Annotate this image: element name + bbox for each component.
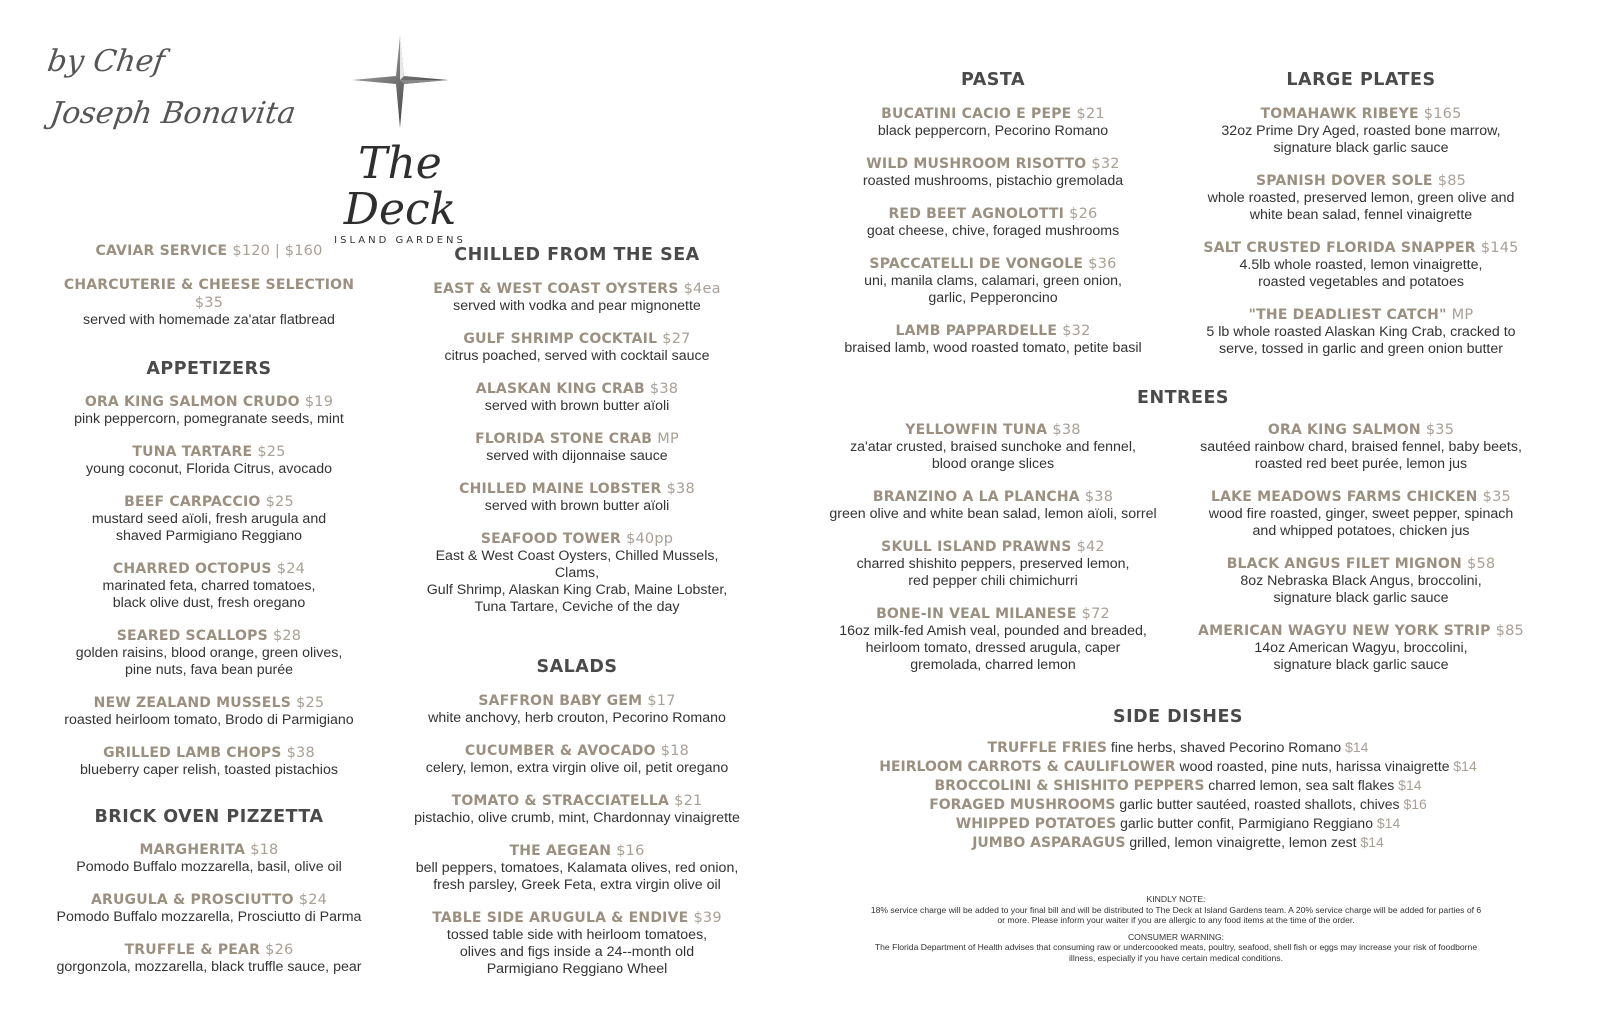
- logo-subtitle: ISLAND GARDENS: [334, 235, 466, 246]
- compass-star-icon: [352, 36, 448, 130]
- menu-item-description: sautéed rainbow chard, braised fennel, baby beets, roasted red beet purée, lemon jus: [1200, 439, 1522, 472]
- side-dish-item: [838, 814, 1518, 833]
- menu-item-price: $18: [250, 842, 279, 858]
- menu-item: [838, 322, 1148, 357]
- menu-item-price: $18: [660, 743, 690, 759]
- menu-item-title: [1196, 488, 1526, 506]
- menu-item-name: LAKE MEADOWS FARMS CHICKEN: [1211, 489, 1478, 505]
- menu-item: [48, 393, 370, 428]
- menu-item-description: roasted mushrooms, pistachio gremolada: [862, 173, 1124, 189]
- menu-item: [1196, 421, 1526, 473]
- menu-item: [48, 443, 370, 478]
- menu-item-title: [838, 105, 1148, 123]
- menu-item-description: pistachio, olive crumb, mint, Chardonnay vinaigrette: [414, 810, 740, 826]
- menu-item: [1196, 622, 1526, 674]
- signature-line-2: Joseph Bonavita: [47, 96, 298, 131]
- menu-item-title: [826, 488, 1160, 506]
- menu-item: [412, 742, 742, 777]
- menu-item-name: TUNA TARTARE: [132, 444, 253, 460]
- kindly-note-title: KINDLY NOTE:: [1146, 894, 1206, 904]
- menu-item: [48, 276, 370, 329]
- menu-item-price: $25: [257, 444, 286, 460]
- menu-item-description: gorgonzola, mozzarella, black truffle sauce, pear: [56, 959, 362, 975]
- menu-item-price: $39: [693, 910, 722, 926]
- menu-item: [1196, 306, 1526, 358]
- menu-item: [1196, 172, 1526, 224]
- menu-item-name: EAST & WEST COAST OYSTERS: [433, 281, 679, 297]
- menu-item-title: [412, 909, 742, 927]
- menu-item-description: 5 lb whole roasted Alaskan King Crab, cracked to serve, tossed in garlic and green onion butter: [1206, 324, 1516, 357]
- menu-item: [412, 792, 742, 827]
- menu-item-name: NEW ZEALAND MUSSELS: [93, 695, 291, 711]
- menu-item-name: WILD MUSHROOM RISOTTO: [866, 156, 1087, 172]
- menu-item-name: FLORIDA STONE CRAB: [475, 431, 653, 447]
- sea-list: [412, 280, 742, 616]
- menu-item-price: $40pp: [626, 531, 674, 547]
- menu-item-title: [412, 430, 742, 448]
- menu-item-title: [48, 841, 370, 859]
- side-dish-name: JUMBO ASPARAGUS: [972, 835, 1126, 851]
- menu-item: [412, 909, 742, 978]
- column-second: [412, 244, 742, 978]
- menu-item-price: $38: [666, 481, 695, 497]
- menu-item-name: TOMAHAWK RIBEYE: [1260, 106, 1419, 122]
- menu-item-price: $38: [1084, 489, 1114, 505]
- menu-item: [412, 842, 742, 894]
- heading-salads: SALADS: [536, 657, 618, 677]
- menu-item-name: GULF SHRIMP COCKTAIL: [463, 331, 658, 347]
- menu-item-price: $32: [1091, 156, 1120, 172]
- menu-item-description: served with dijonnaise sauce: [486, 448, 668, 464]
- menu-item-price: $145: [1480, 240, 1519, 256]
- menu-item-description: served with homemade za'atar flatbread: [83, 312, 335, 328]
- menu-item-name: TABLE SIDE ARUGULA & ENDIVE: [432, 910, 689, 926]
- menu-item-price: MP: [1451, 307, 1474, 323]
- side-dish-description: garlic butter confit, Parmigiano Reggiano: [1120, 815, 1373, 831]
- menu-item-description: goat cheese, chive, foraged mushrooms: [866, 223, 1120, 239]
- side-dish-description: garlic butter sautéed, roasted shallots, chives: [1119, 796, 1400, 812]
- side-dishes: [838, 706, 1518, 852]
- menu-item: [412, 530, 742, 616]
- side-dish-price: $14: [1398, 777, 1422, 793]
- menu-item-title: [412, 842, 742, 860]
- menu-item-title: [48, 694, 370, 712]
- kindly-note-text: 18% service charge will be added to your final bill and will be distributed to The Deck at Island Gardens team. A 20% service charge will be added for parties of 6 or more. Please inform your waiter if you are allergic to any food items at the time of the order.: [870, 904, 1482, 925]
- appetizers-list: [48, 393, 370, 779]
- menu-item-price: $17: [647, 693, 676, 709]
- menu-item-price: $26: [265, 942, 294, 958]
- menu-item-description: 16oz milk-fed Amish veal, pounded and breaded, heirloom tomato, dressed arugula, caper gremolada, charred lemon: [839, 623, 1147, 673]
- menu-item-title: [48, 941, 370, 959]
- consumer-warning-title: CONSUMER WARNING:: [1127, 931, 1225, 942]
- side-dish-description: charred lemon, sea salt flakes: [1208, 777, 1395, 793]
- heading-pizzetta: BRICK OVEN PIZZETTA: [94, 807, 324, 827]
- menu-item-name: BEEF CARPACCIO: [124, 494, 261, 510]
- menu-item: [838, 105, 1148, 140]
- menu-item-description: white anchovy, herb crouton, Pecorino Romano: [428, 710, 726, 726]
- restaurant-logo: [300, 36, 500, 246]
- entrees-right: [1196, 421, 1526, 674]
- menu-item-name: SPANISH DOVER SOLE: [1255, 173, 1433, 189]
- heading-pasta: PASTA: [961, 70, 1025, 90]
- menu-item: [48, 744, 370, 779]
- menu-item-name: CUCUMBER & AVOCADO: [464, 743, 656, 759]
- menu-item: [412, 330, 742, 365]
- side-dish-description: grilled, lemon vinaigrette, lemon zest: [1129, 834, 1357, 850]
- menu-item: [48, 941, 370, 976]
- menu-item-name: CAVIAR SERVICE: [95, 243, 228, 259]
- heading-appetizers: APPETIZERS: [146, 359, 272, 379]
- menu-item-name: RED BEET AGNOLOTTI: [888, 206, 1065, 222]
- side-dish-name: BROCCOLINI & SHISHITO PEPPERS: [934, 778, 1205, 794]
- side-dish-price: $14: [1360, 834, 1384, 850]
- menu-item-name: SKULL ISLAND PRAWNS: [881, 539, 1072, 555]
- menu-item-price: $38: [649, 381, 679, 397]
- menu-item: [826, 488, 1160, 523]
- menu-item-description: green olive and white bean salad, lemon aïoli, sorrel: [829, 506, 1157, 522]
- menu-item-name: ALASKAN KING CRAB: [475, 381, 645, 397]
- menu-item-price: $16: [616, 843, 645, 859]
- menu-item: [412, 480, 742, 515]
- menu-item-title: [412, 530, 742, 548]
- menu-item-price: $25: [265, 494, 294, 510]
- pasta-list: [838, 105, 1148, 357]
- side-dish-description: fine herbs, shaved Pecorino Romano: [1110, 739, 1342, 755]
- menu-item-price: $24: [276, 561, 306, 577]
- menu-item-price: $28: [272, 628, 302, 644]
- menu-item-title: [838, 205, 1148, 223]
- menu-item-price: $165: [1423, 106, 1462, 122]
- menu-item-name: BRANZINO A LA PLANCHA: [872, 489, 1080, 505]
- menu-item: [48, 891, 370, 926]
- menu-item-title: [1196, 105, 1526, 123]
- menu-item-name: THE AEGEAN: [509, 843, 612, 859]
- menu-item-description: pink peppercorn, pomegranate seeds, mint: [74, 411, 344, 427]
- menu-item-description: mustard seed aïoli, fresh arugula and shaved Parmigiano Reggiano: [91, 511, 327, 544]
- menu-item-title: [838, 155, 1148, 173]
- menu-item-name: BUCATINI CACIO E PEPE: [881, 106, 1072, 122]
- menu-item-price: $25: [296, 695, 325, 711]
- menu-item-description: 32oz Prime Dry Aged, roasted bone marrow, signature black garlic sauce: [1221, 123, 1501, 156]
- menu-item-name: CHARRED OCTOPUS: [112, 561, 272, 577]
- entrees-left: [826, 421, 1160, 674]
- column-large-plates: [1196, 69, 1526, 358]
- menu-item-description: golden raisins, blood orange, green olives, pine nuts, fava bean purée: [75, 645, 343, 678]
- menu-item-description: roasted heirloom tomato, Brodo di Parmigiano: [64, 712, 354, 728]
- menu-item-title: [412, 480, 742, 498]
- menu-item: [412, 430, 742, 465]
- menu-item-title: [1196, 421, 1526, 439]
- menu-item-title: [48, 891, 370, 909]
- consumer-warning-text: The Florida Department of Health advises that consuming raw or undercoooked meats, poultry, seafood, shell fish or eggs may increase your risk of foodborne illness, especially if you have certain medical conditions.: [874, 942, 1478, 963]
- entrees-heading-wrap: [838, 387, 1528, 409]
- menu-item-name: CHARCUTERIE & CHEESE SELECTION: [63, 277, 355, 293]
- side-dish-item: [838, 738, 1518, 757]
- side-dish-item: [838, 776, 1518, 795]
- menu-item-price: $85: [1437, 173, 1467, 189]
- menu-item-name: MARGHERITA: [139, 842, 246, 858]
- menu-item-description: uni, manila clams, calamari, green onion, garlic, Pepperoncino: [864, 273, 1122, 306]
- menu-item-name: SPACCATELLI DE VONGOLE: [869, 256, 1084, 272]
- menu-item-description: tossed table side with heirloom tomatoes, olives and figs inside a 24--month old Parmigiano Reggiano Wheel: [446, 927, 708, 977]
- menu-item-title: [838, 255, 1148, 273]
- menu-item-title: [826, 421, 1160, 439]
- menu-item-price: $36: [1088, 256, 1117, 272]
- menu-item-title: [838, 322, 1148, 340]
- large-plates-list: [1196, 105, 1526, 358]
- menu-item: [48, 841, 370, 876]
- menu-item: [838, 205, 1148, 240]
- menu-item-price: $38: [1052, 422, 1081, 438]
- menu-item-description: 8oz Nebraska Black Angus, broccolini, signature black garlic sauce: [1240, 573, 1482, 606]
- menu-item-title: [48, 627, 370, 645]
- menu-item-price: $35: [194, 295, 224, 311]
- menu-item-price: $120 | $160: [232, 243, 323, 259]
- menu-item-price: $21: [674, 793, 703, 809]
- menu-item-price: $27: [662, 331, 691, 347]
- menu-item-title: [412, 330, 742, 348]
- menu-item-name: TRUFFLE & PEAR: [124, 942, 261, 958]
- side-dishes-list: [838, 738, 1518, 852]
- menu-item-name: AMERICAN WAGYU NEW YORK STRIP: [1198, 623, 1491, 639]
- menu-item-title: [1196, 306, 1526, 324]
- menu-item-description: Pomodo Buffalo mozzarella, basil, olive oil: [76, 859, 342, 875]
- menu-item-title: [48, 276, 370, 312]
- menu-item-title: [48, 242, 370, 260]
- menu-item-description: citrus poached, served with cocktail sauce: [444, 348, 710, 364]
- side-dish-price: $14: [1453, 758, 1477, 774]
- menu-item-description: Pomodo Buffalo mozzarella, Prosciutto di Parma: [56, 909, 362, 925]
- menu-item: [48, 493, 370, 545]
- menu-item-price: $72: [1081, 606, 1110, 622]
- menu-item: [838, 155, 1148, 190]
- menu-item-price: $35: [1482, 489, 1511, 505]
- menu-item-description: black peppercorn, Pecorino Romano: [877, 123, 1109, 139]
- menu-item-description: young coconut, Florida Citrus, avocado: [85, 461, 333, 477]
- salads-list: [412, 692, 742, 978]
- menu-item-name: YELLOWFIN TUNA: [905, 422, 1048, 438]
- menu-item-price: $21: [1076, 106, 1105, 122]
- side-dish-name: TRUFFLE FRIES: [987, 740, 1107, 756]
- menu-item-title: [48, 560, 370, 578]
- menu-item: [1196, 105, 1526, 157]
- menu-item: [1196, 488, 1526, 540]
- side-dish-name: FORAGED MUSHROOMS: [929, 797, 1116, 813]
- menu-item: [412, 692, 742, 727]
- menu-item-price: $42: [1076, 539, 1105, 555]
- menu-item-name: LAMB PAPPARDELLE: [895, 323, 1058, 339]
- menu-item-title: [1196, 239, 1526, 257]
- entrees-left-list: [826, 421, 1160, 674]
- menu-item: [48, 694, 370, 729]
- menu-item-description: bell peppers, tomatoes, Kalamata olives, red onion, fresh parsley, Greek Feta, extra virgin olive oil: [415, 860, 739, 893]
- menu-item: [48, 560, 370, 612]
- menu-item-price: $4ea: [683, 281, 721, 297]
- menu-item-price: $26: [1069, 206, 1098, 222]
- menu-item-name: BLACK ANGUS FILET MIGNON: [1226, 556, 1462, 572]
- menu-item-price: MP: [657, 431, 679, 447]
- side-dish-price: $16: [1403, 796, 1427, 812]
- column-pasta: [838, 69, 1148, 357]
- menu-item-description: served with brown butter aïoli: [484, 398, 670, 414]
- side-dish-item: [838, 795, 1518, 814]
- menu-item-description: served with brown butter aïoli: [484, 498, 670, 514]
- menu-item-price: $19: [304, 394, 334, 410]
- menu-item: [412, 280, 742, 315]
- side-dish-item: [838, 833, 1518, 852]
- menu-item-title: [48, 493, 370, 511]
- menu-item-description: served with vodka and pear mignonette: [453, 298, 701, 314]
- menu-item-title: [412, 280, 742, 298]
- menu-item-price: $38: [286, 745, 315, 761]
- menu-item-price: $85: [1495, 623, 1524, 639]
- menu-item: [412, 380, 742, 415]
- menu-item-price: $58: [1467, 556, 1496, 572]
- top-items: [48, 242, 370, 329]
- side-dish-item: [838, 757, 1518, 776]
- side-dish-price: $14: [1376, 815, 1401, 831]
- menu-item: [1196, 555, 1526, 607]
- menu-item-name: SALT CRUSTED FLORIDA SNAPPER: [1203, 240, 1476, 256]
- menu-item-description: whole roasted, preserved lemon, green olive and white bean salad, fennel vinaigrette: [1207, 190, 1515, 223]
- menu-item: [826, 421, 1160, 473]
- menu-item-title: [826, 605, 1160, 623]
- heading-large-plates: LARGE PLATES: [1286, 70, 1436, 90]
- menu-item-name: SAFFRON BABY GEM: [478, 693, 643, 709]
- menu-item: [48, 627, 370, 679]
- footer-notes: [866, 894, 1486, 963]
- logo-title: The Deck: [343, 138, 457, 235]
- menu-item-title: [48, 393, 370, 411]
- side-dish-description: wood roasted, pine nuts, harissa vinaigrette: [1179, 758, 1450, 774]
- menu-item-title: [48, 443, 370, 461]
- menu-item: [826, 538, 1160, 590]
- menu-item-title: [1196, 555, 1526, 573]
- menu-item-title: [48, 744, 370, 762]
- menu-item-name: CHILLED MAINE LOBSTER: [459, 481, 662, 497]
- menu-item: [48, 242, 370, 260]
- heading-chilled-from-the-sea: CHILLED FROM THE SEA: [454, 245, 700, 265]
- menu-item-description: charred shishito peppers, preserved lemon, red pepper chili chimichurri: [856, 556, 1130, 589]
- menu-item-title: [412, 692, 742, 710]
- menu-item-name: ORA KING SALMON CRUDO: [84, 394, 300, 410]
- menu-item-price: $24: [298, 892, 328, 908]
- menu-item-title: [412, 792, 742, 810]
- menu-item-price: $35: [1425, 422, 1455, 438]
- entrees-right-list: [1196, 421, 1526, 674]
- menu-item-name: GRILLED LAMB CHOPS: [103, 745, 282, 761]
- menu-item-title: [1196, 172, 1526, 190]
- signature-line-1: by Chef: [45, 44, 168, 79]
- menu-item: [1196, 239, 1526, 291]
- menu-item: [838, 255, 1148, 307]
- menu-item-description: East & West Coast Oysters, Chilled Mussels, Clams, Gulf Shrimp, Alaskan King Crab, Maine Lobster, Tuna Tartare, Ceviche of the day: [426, 548, 728, 615]
- side-dish-name: HEIRLOOM CARROTS & CAULIFLOWER: [879, 759, 1176, 775]
- heading-side-dishes: SIDE DISHES: [1112, 707, 1244, 727]
- heading-entrees: ENTREES: [1136, 388, 1230, 408]
- menu-item: [826, 605, 1160, 674]
- chef-signature: [37, 36, 307, 140]
- menu-item-title: [412, 380, 742, 398]
- menu-item-description: marinated feta, charred tomatoes, black olive dust, fresh oregano: [102, 578, 316, 611]
- side-dish-name: WHIPPED POTATOES: [955, 816, 1117, 832]
- menu-item-title: [826, 538, 1160, 556]
- menu-item-description: 14oz American Wagyu, broccolini, signature black garlic sauce: [1254, 640, 1468, 673]
- menu-item-name: ARUGULA & PROSCIUTTO: [90, 892, 294, 908]
- menu-item-name: ORA KING SALMON: [1267, 422, 1421, 438]
- menu-item-name: SEAFOOD TOWER: [480, 531, 621, 547]
- menu-item-description: blueberry caper relish, toasted pistachios: [80, 762, 338, 778]
- menu-item-description: za'atar crusted, braised sunchoke and fennel, blood orange slices: [850, 439, 1136, 472]
- menu-item-description: 4.5lb whole roasted, lemon vinaigrette, roasted vegetables and potatoes: [1239, 257, 1483, 290]
- menu-item-price: $32: [1062, 323, 1091, 339]
- pizzetta-list: [48, 841, 370, 976]
- menu-item-title: [412, 742, 742, 760]
- menu-item-title: [1196, 622, 1526, 640]
- menu-item-description: wood fire roasted, ginger, sweet pepper, spinach and whipped potatoes, chicken jus: [1208, 506, 1514, 539]
- menu-item-description: braised lamb, wood roasted tomato, petite basil: [844, 340, 1142, 356]
- menu-item-name: BONE-IN VEAL MILANESE: [876, 606, 1077, 622]
- menu-item-description: celery, lemon, extra virgin olive oil, petit oregano: [425, 760, 729, 776]
- column-left: [48, 242, 370, 976]
- menu-item-name: "THE DEADLIEST CATCH": [1248, 307, 1447, 323]
- menu-item-name: TOMATO & STRACCIATELLA: [451, 793, 670, 809]
- menu-item-name: SEARED SCALLOPS: [116, 628, 268, 644]
- side-dish-price: $14: [1345, 739, 1369, 755]
